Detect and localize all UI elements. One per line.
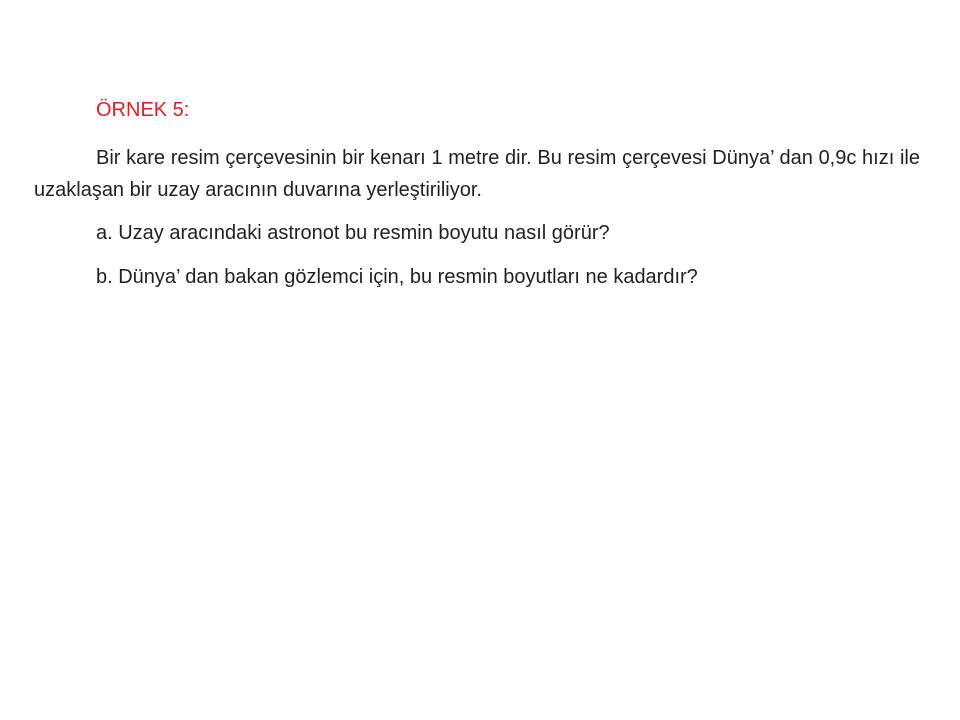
question-a: a. Uzay aracındaki astronot bu resmin boyutu nasıl görür? — [96, 222, 610, 244]
example-heading: ÖRNEK 5: — [96, 99, 190, 121]
question-b: b. Dünya’ dan bakan gözlemci için, bu resmin boyutları ne kadardır? — [96, 266, 698, 288]
problem-paragraph: Bir kare resim çerçevesinin bir kenarı 1 metre dir. Bu resim çerçevesi Dünya’ dan 0,9c hızı ile uzaklaşan bir uzay aracının duvarına yerleştiriliyor. — [34, 147, 920, 201]
